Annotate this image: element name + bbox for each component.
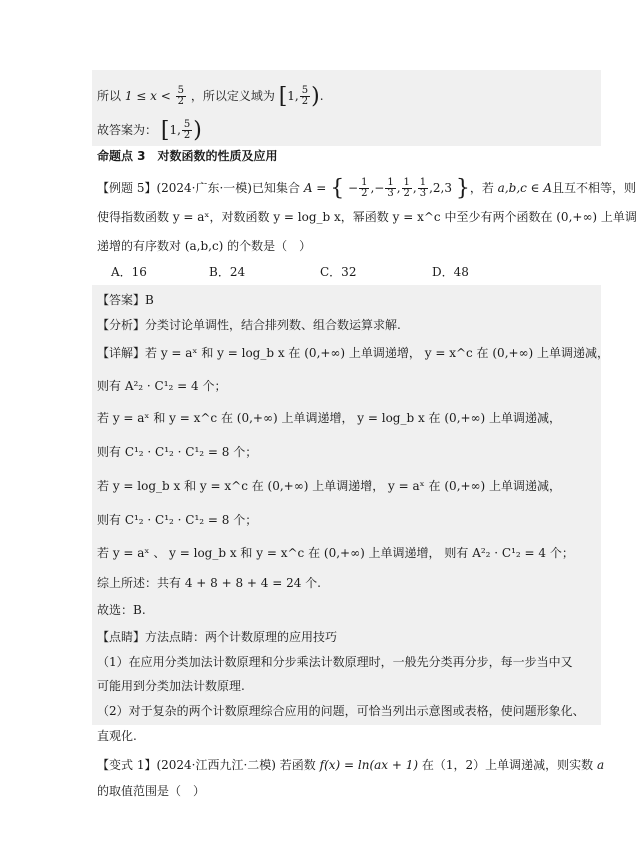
option-d: D．48 — [432, 265, 469, 279]
domain-conclusion-line: 所以 1 ≤ x < $\frac{5}{2}$ ，所以定义域为 [1, $\frac{5}{2}$ ). — [97, 84, 324, 109]
variable-a: a — [597, 758, 605, 772]
text: ，所以定义域为 — [190, 89, 275, 103]
function-expression: f(x) = ln(ax + 1) — [319, 758, 419, 772]
detail-line-2: 则有 A²₂ · C¹₂ = 4 个； — [97, 379, 227, 393]
variant-line-1: 【变式 1】(2024·江西九江·二模) 若函数 f(x) = ln(ax + 1) 在（1，2）上单调递减，则实数 a — [97, 758, 605, 772]
right-paren: ) — [193, 118, 202, 143]
detail-line-4: 则有 C¹₂ · C¹₂ · C¹₂ = 8 个； — [97, 445, 258, 459]
variant-line-2: 的取值范围是（ ） — [97, 784, 206, 798]
inequality: 1 ≤ x < — [124, 89, 171, 103]
detail-line-7: 若 y = aˣ 、 y = log_b x 和 y = x^c 在 (0,+∞) 上单调递增， 则有 A²₂ · C¹₂ = 4 个； — [97, 546, 574, 560]
tip-2a: （2）对于复杂的两个计数原理综合应用的问题，可恰当列出示意图或表格，使问题形象化、 — [97, 704, 585, 718]
tip-2b: 直观化. — [97, 729, 137, 743]
fraction-five-halves: $\frac{5}{2}$ — [177, 85, 185, 107]
option-b: B．24 — [209, 265, 246, 279]
text: 所以 — [97, 89, 122, 103]
analysis-line: 【分析】分类讨论单调性，结合排列数、组合数运算求解. — [97, 318, 401, 332]
tip-title: 【点睛】方法点睛：两个计数原理的应用技巧 — [97, 630, 338, 644]
text: 故答案为： — [97, 123, 158, 137]
tip-1b: 可能用到分类加法计数原理. — [97, 679, 245, 693]
example-line-3: 递增的有序数对 (a,b,c) 的个数是（ ） — [97, 239, 312, 253]
left-bracket: [ — [278, 84, 288, 109]
fraction-five-halves: $\frac{5}{2}$ — [183, 119, 191, 141]
answer-line: 【答案】B — [97, 293, 154, 307]
detail-line-5: 若 y = log_b x 和 y = x^c 在 (0,+∞) 上单调递增， y = aˣ 在 (0,+∞) 上单调递减， — [97, 479, 562, 493]
left-bracket: [ — [160, 118, 170, 143]
detail-line-3: 若 y = aˣ 和 y = x^c 在 (0,+∞) 上单调递增， y = log_b x 在 (0,+∞) 上单调递减， — [97, 411, 562, 425]
right-paren: ) — [311, 84, 320, 109]
example-line-2: 使得指数函数 y = aˣ，对数函数 y = log_b x，幂函数 y = x^c 中至少有两个函数在 (0,+∞) 上单调 — [97, 210, 637, 224]
final-answer-line: 故答案为： [1, $\frac{5}{2}$ ) — [97, 118, 202, 143]
detail-line-1: 【详解】若 y = aˣ 和 y = log_b x 在 (0,+∞) 上单调递增， y = x^c 在 (0,+∞) 上单调递减， — [97, 346, 610, 360]
set-label: A = — [303, 181, 327, 195]
example-tag: 【例题 5】(2024·广东·一模) — [97, 181, 252, 195]
section-title: 命题点 3 对数函数的性质及应用 — [97, 149, 278, 163]
tip-1a: （1）在应用分类加法计数原理和分步乘法计数原理时，一般先分类再分步，每一步当中又 — [97, 655, 573, 669]
option-c: C．32 — [320, 265, 357, 279]
choose-line: 故选：B. — [97, 603, 146, 617]
fraction-five-halves: $\frac{5}{2}$ — [301, 85, 309, 107]
summary-line: 综上所述：共有 4 + 8 + 8 + 4 = 24 个. — [97, 576, 321, 590]
example-line-1: 【例题 5】(2024·广东·一模)已知集合 A = { − $\frac{1}{2}$ ,− $\frac{1}{3}$ , $\frac{1}{2}$ , $\frac{1}{3}$ ,2,3 }，若 a,b,c ∈ A且互不相等，则 — [97, 176, 637, 201]
detail-line-6: 则有 C¹₂ · C¹₂ · C¹₂ = 8 个； — [97, 513, 258, 527]
option-a: A．16 — [111, 265, 147, 279]
